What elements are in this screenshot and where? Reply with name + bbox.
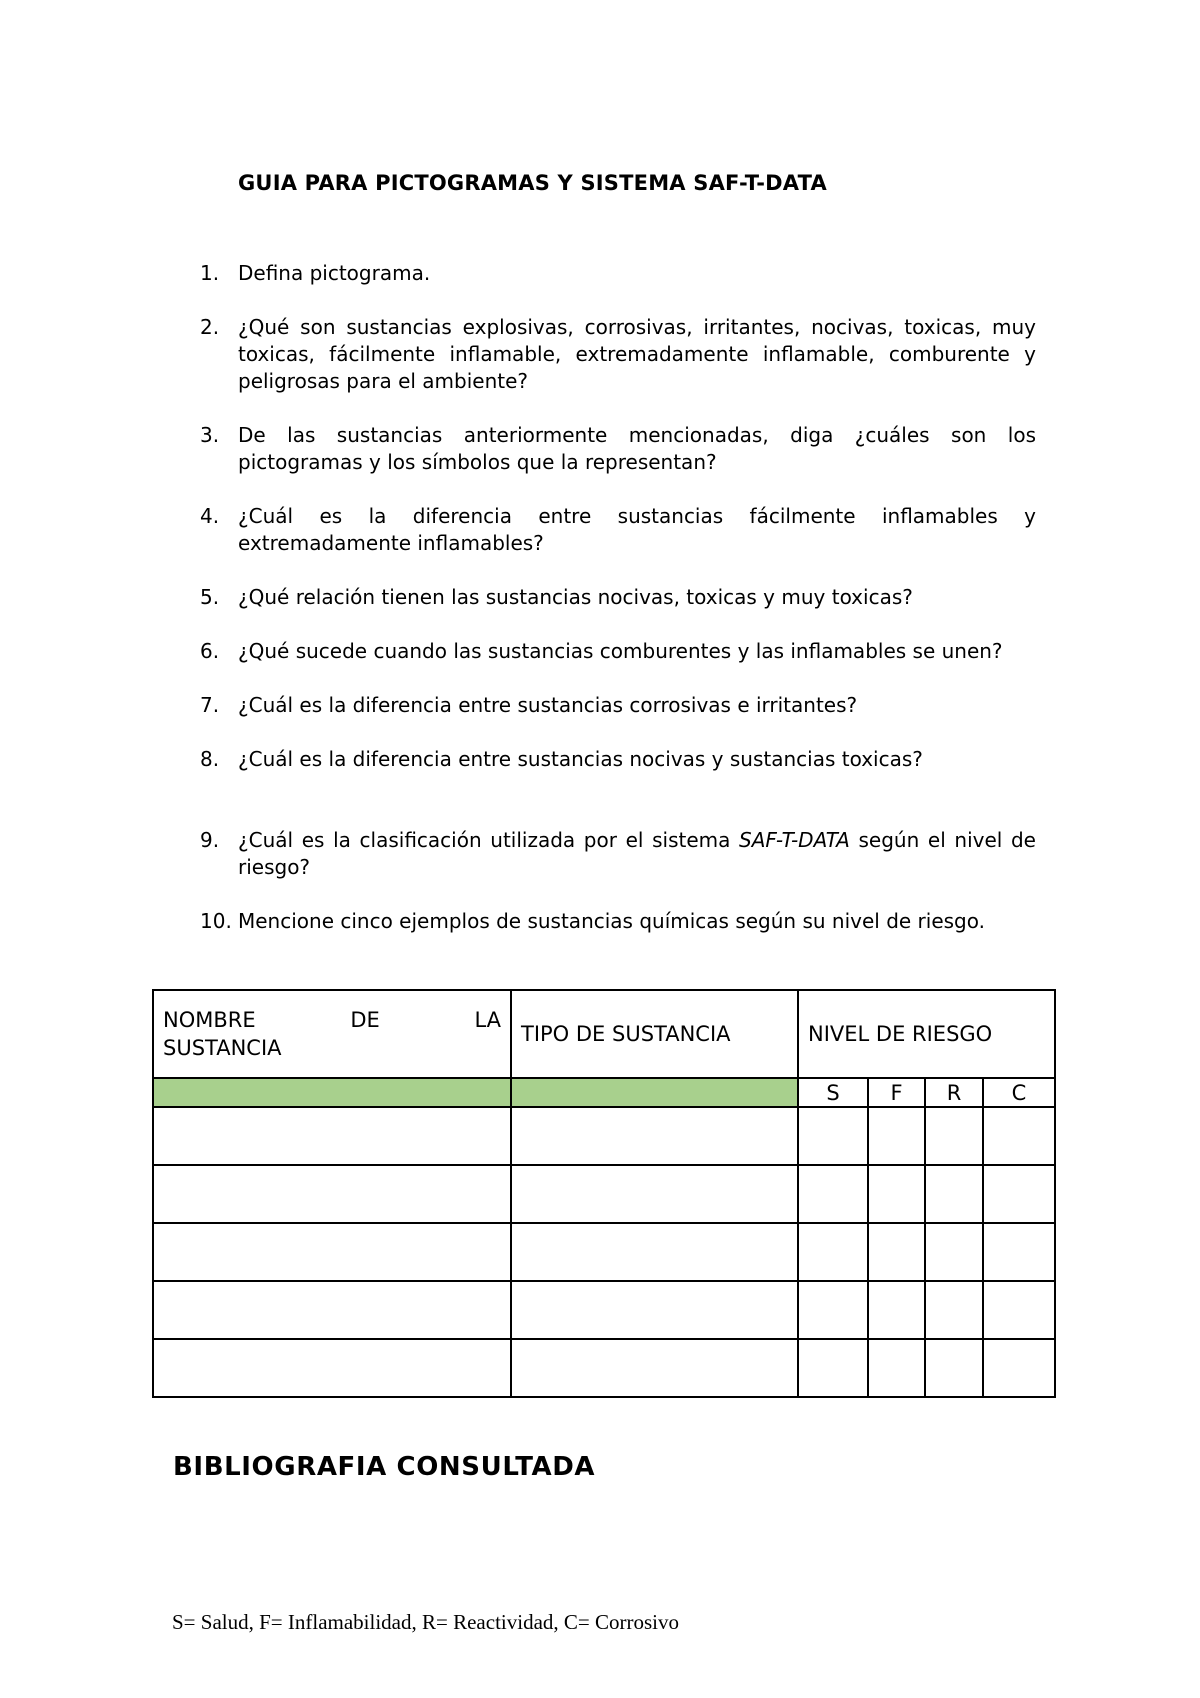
question-item	[200, 638, 1036, 665]
question-text	[238, 828, 1036, 879]
table-cell[interactable]	[925, 1339, 983, 1397]
table-row	[153, 1281, 1055, 1339]
risk-legend: S= Salud, F= Inflamabilidad, R= Reactividad, C= Corrosivo	[172, 1610, 679, 1634]
table-cell[interactable]	[983, 1165, 1055, 1223]
substances-table	[152, 989, 1056, 1398]
table-cell[interactable]	[868, 1107, 925, 1165]
question-text: Mencione cinco ejemplos de sustancias químicas según su nivel de riesgo.	[238, 909, 985, 933]
table-cell[interactable]	[511, 1165, 798, 1223]
risk-letter-f: F	[868, 1078, 925, 1107]
risk-letter-s: S	[798, 1078, 868, 1107]
risk-letter-c: C	[983, 1078, 1055, 1107]
table-cell[interactable]	[798, 1339, 868, 1397]
question-list	[200, 260, 1036, 935]
header-substance-type: TIPO DE SUSTANCIA	[511, 990, 798, 1078]
table-cell[interactable]	[925, 1107, 983, 1165]
table-cell[interactable]	[868, 1165, 925, 1223]
question-text: ¿Cuál es la diferencia entre sustancias corrosivas e irritantes?	[238, 693, 858, 717]
header-risk-level: NIVEL DE RIESGO	[798, 990, 1055, 1078]
question-number: 7.	[200, 693, 220, 717]
question-text: ¿Cuál es la diferencia entre sustancias fácilmente inflamables y extremadamente inflamables?	[238, 504, 1036, 555]
table-cell[interactable]	[925, 1165, 983, 1223]
page-title: GUIA PARA PICTOGRAMAS Y SISTEMA SAF-T-DATA	[238, 171, 827, 195]
bibliography-heading: BIBLIOGRAFIA CONSULTADA	[173, 1452, 596, 1482]
table-row	[153, 1107, 1055, 1165]
table-cell[interactable]	[868, 1281, 925, 1339]
header-substance-name	[153, 990, 511, 1078]
question-item	[200, 827, 1036, 881]
question-text: ¿Qué relación tienen las sustancias nocivas, toxicas y muy toxicas?	[238, 585, 913, 609]
question-number: 2.	[200, 315, 220, 339]
table-cell[interactable]	[798, 1165, 868, 1223]
question-text-part: ¿Cuál es la clasificación utilizada por el sistema	[238, 828, 740, 852]
table-cell[interactable]	[511, 1281, 798, 1339]
table-cell[interactable]	[925, 1223, 983, 1281]
question-item	[200, 422, 1036, 476]
table-cell[interactable]	[511, 1223, 798, 1281]
question-number: 9.	[200, 828, 220, 852]
question-text: ¿Cuál es la diferencia entre sustancias nocivas y sustancias toxicas?	[238, 747, 923, 771]
table-cell[interactable]	[511, 1107, 798, 1165]
table-cell[interactable]	[153, 1223, 511, 1281]
system-name: SAF-T-DATA	[739, 828, 850, 852]
table-cell[interactable]	[983, 1281, 1055, 1339]
question-number: 4.	[200, 504, 220, 528]
table-header-row	[153, 990, 1055, 1078]
risk-letter-r: R	[925, 1078, 983, 1107]
question-text: ¿Qué sucede cuando las sustancias comburentes y las inflamables se unen?	[238, 639, 1003, 663]
header-name-line: NOMBRE DE LA	[163, 1008, 501, 1032]
table-cell[interactable]	[153, 1165, 511, 1223]
question-text: Defina pictograma.	[238, 261, 431, 285]
question-item	[200, 908, 1036, 935]
table-row	[153, 1339, 1055, 1397]
header-name-line: SUSTANCIA	[163, 1036, 282, 1060]
question-number: 5.	[200, 585, 220, 609]
table-cell[interactable]	[798, 1107, 868, 1165]
question-item	[200, 692, 1036, 719]
table-cell[interactable]	[925, 1281, 983, 1339]
question-item	[200, 746, 1036, 773]
highlight-cell	[153, 1078, 511, 1107]
highlight-cell	[511, 1078, 798, 1107]
table-cell[interactable]	[983, 1339, 1055, 1397]
question-text-part: según el nivel de riesgo?	[238, 828, 1036, 879]
question-item	[200, 314, 1036, 395]
question-number: 3.	[200, 423, 220, 447]
table-cell[interactable]	[511, 1339, 798, 1397]
table-cell[interactable]	[153, 1107, 511, 1165]
question-item	[200, 260, 1036, 287]
question-text: De las sustancias anteriormente mencionadas, diga ¿cuáles son los pictogramas y los símbolos que la representan?	[238, 423, 1036, 474]
table-cell[interactable]	[798, 1281, 868, 1339]
question-item	[200, 503, 1036, 557]
table-row	[153, 1165, 1055, 1223]
table-cell[interactable]	[153, 1339, 511, 1397]
table-cell[interactable]	[983, 1107, 1055, 1165]
table-cell[interactable]	[868, 1339, 925, 1397]
question-text: ¿Qué son sustancias explosivas, corrosivas, irritantes, nocivas, toxicas, muy toxicas, fácilmente inflamable, extremadamente inflamable, comburente y peligrosas para el ambiente?	[238, 315, 1036, 393]
table-cell[interactable]	[983, 1223, 1055, 1281]
table-subheader-row	[153, 1078, 1055, 1107]
question-number: 6.	[200, 639, 220, 663]
question-item	[200, 584, 1036, 611]
table-cell[interactable]	[798, 1223, 868, 1281]
question-number: 8.	[200, 747, 220, 771]
question-number: 10.	[200, 909, 232, 933]
table-cell[interactable]	[868, 1223, 925, 1281]
table-cell[interactable]	[153, 1281, 511, 1339]
table-row	[153, 1223, 1055, 1281]
question-number: 1.	[200, 261, 220, 285]
